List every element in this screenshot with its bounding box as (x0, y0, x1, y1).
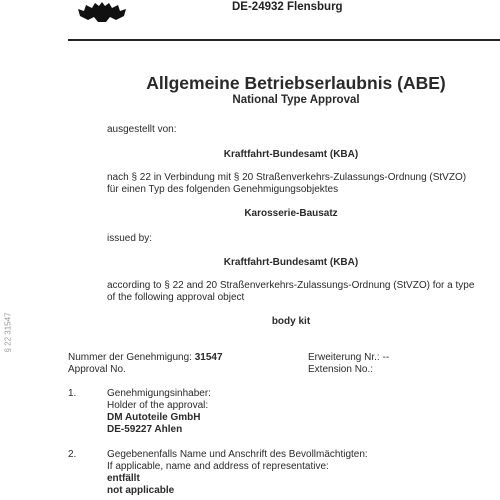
approval-number-value: 31547 (194, 352, 223, 363)
legal-basis-de-line2: für einen Typ des folgenden Genehmigungsobjektes (107, 184, 339, 195)
legal-basis-en-line1: according to § 22 and 20 Straßenverkehrs-Zulassungs-Ordnung (StVZO) for a type (107, 280, 475, 291)
approval-number-row (68, 352, 223, 363)
item-value-line2: DE-59227 Ahlen (107, 424, 183, 435)
margin-reference-note: § 22 31547 (3, 312, 13, 353)
item-label-de: Gegebenenfalls Name und Anschrift des Bevollmächtigten: (107, 449, 368, 460)
item-number: 1. (68, 388, 77, 399)
item-value-line2: not applicable (107, 485, 175, 496)
authority-name-en: Kraftfahrt-Bundesamt (KBA) (223, 257, 359, 268)
approval-object-de: Karosserie-Bausatz (244, 208, 338, 219)
item-label-en: Holder of the approval: (107, 400, 209, 411)
item-number: 2. (68, 449, 77, 460)
legal-basis-de-line1: nach § 22 in Verbindung mit § 20 Straßenverkehrs-Zulassungs-Ordnung (StVZO) (107, 172, 467, 183)
issued-by-label-en: issued by: (107, 233, 153, 244)
item-value-line1: entfällt (107, 473, 140, 484)
extension-label-de: Erweiterung Nr.: (308, 352, 380, 363)
extension-row (308, 352, 389, 363)
extension-label-en: Extension No.: (308, 364, 374, 375)
federal-eagle-emblem (76, 0, 128, 22)
approval-number-label-de: Nummer der Genehmigung: (68, 352, 192, 363)
item-label-de: Genehmigungsinhaber: (107, 388, 211, 399)
document-title: Allgemeine Betriebserlaubnis (ABE) (146, 73, 446, 93)
legal-basis-en-line2: of the following approval object (107, 292, 245, 303)
extension-value: -- (382, 352, 390, 363)
header-divider (68, 39, 500, 41)
header-address: DE-24932 Flensburg (232, 1, 343, 13)
approval-number-label-en: Approval No. (68, 364, 126, 375)
approval-object-en: body kit (271, 316, 311, 327)
item-value-line1: DM Autoteile GmbH (107, 412, 201, 423)
document-subtitle: National Type Approval (232, 94, 360, 106)
authority-name-de: Kraftfahrt-Bundesamt (KBA) (223, 149, 359, 160)
item-label-en: If applicable, name and address of representative: (107, 461, 329, 472)
issued-by-label-de: ausgestellt von: (107, 124, 177, 135)
